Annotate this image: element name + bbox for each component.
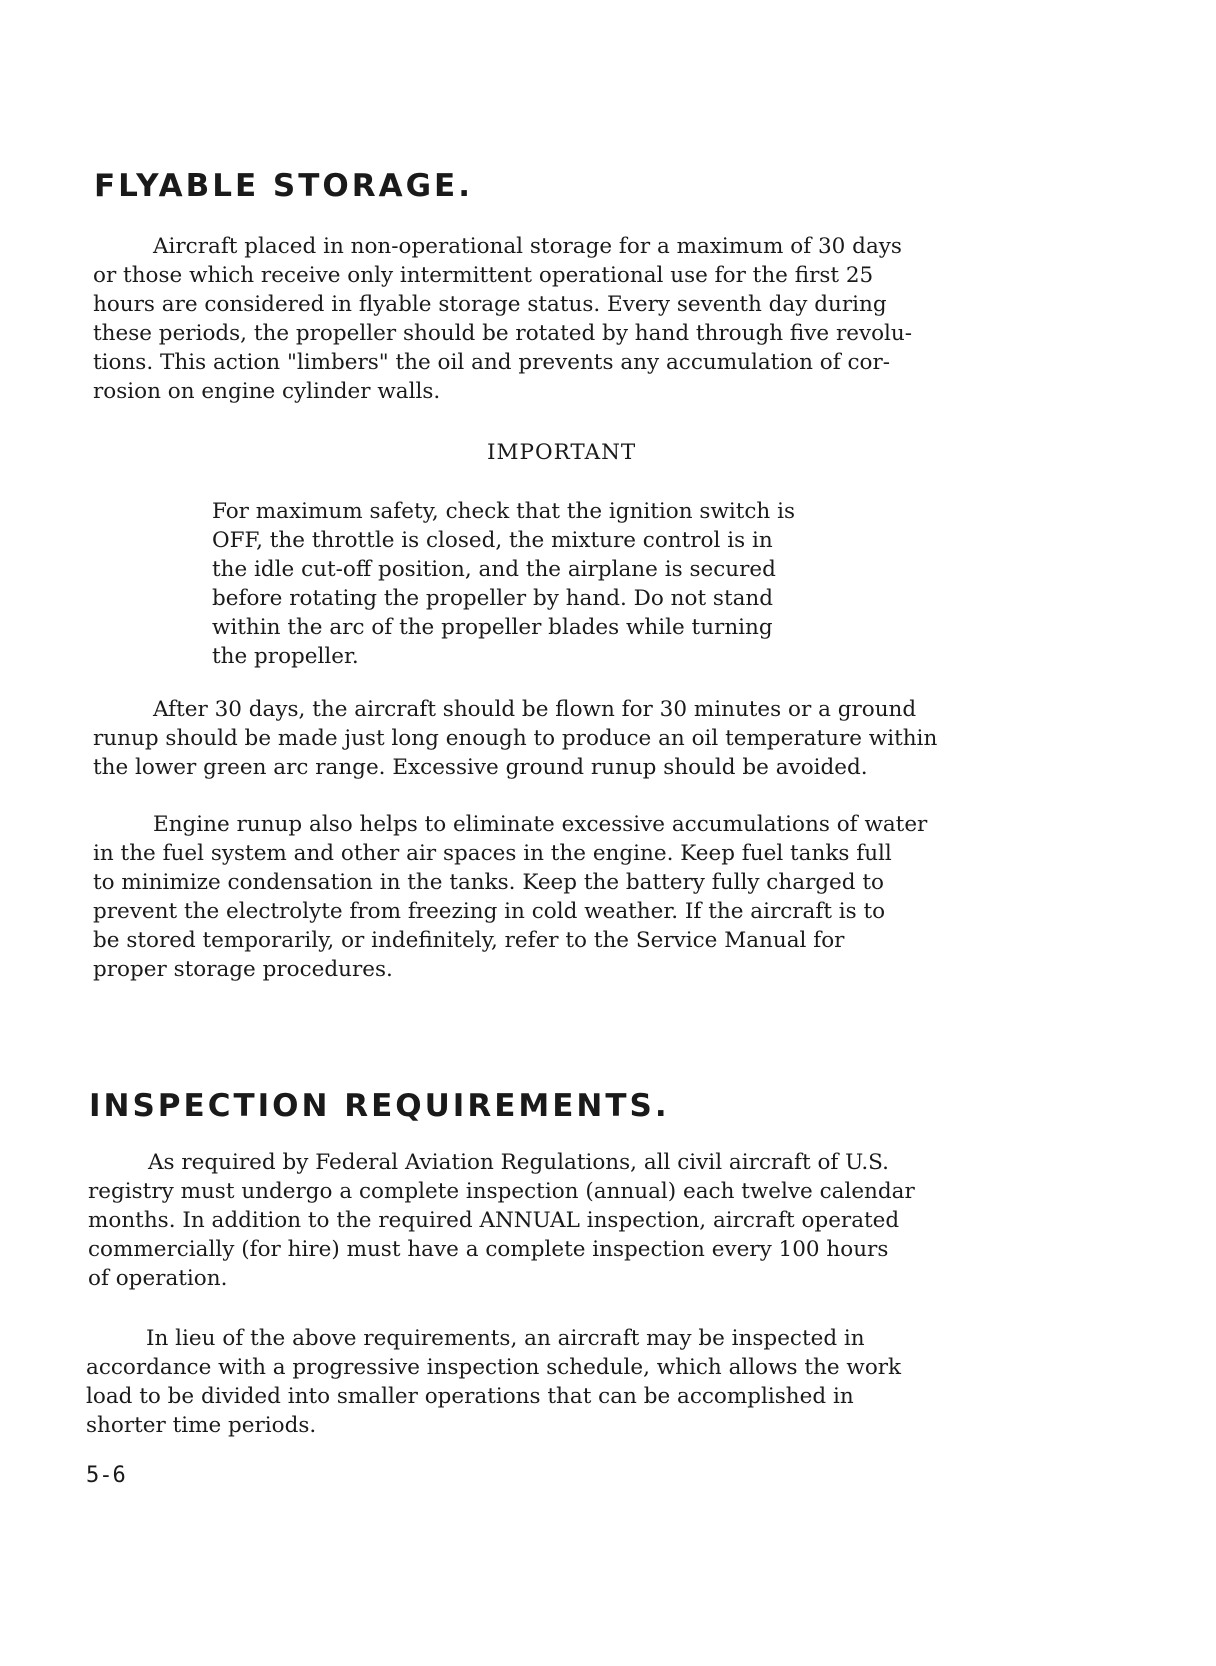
flyable-para-1 xyxy=(93,232,912,406)
text-line: proper storage procedures. xyxy=(93,957,393,982)
text-line: in the fuel system and other air spaces in the engine. Keep fuel tanks full xyxy=(93,841,892,866)
text-line: the idle cut-off position, and the airplane is secured xyxy=(212,557,776,582)
text-line: Engine runup also helps to eliminate excessive accumulations of water xyxy=(153,812,928,837)
text-line: before rotating the propeller by hand. Do not stand xyxy=(212,586,774,611)
text-line: to minimize condensation in the tanks. Keep the battery fully charged to xyxy=(93,870,884,895)
flyable-para-3 xyxy=(93,810,927,984)
text-line: Aircraft placed in non-operational storage for a maximum of 30 days xyxy=(153,234,902,259)
flyable-storage-heading: FLYABLE STORAGE. xyxy=(94,168,474,204)
text-line: of operation. xyxy=(88,1266,228,1291)
text-line: accordance with a progressive inspection schedule, which allows the work xyxy=(86,1355,902,1380)
text-line: within the arc of the propeller blades while turning xyxy=(212,615,773,640)
text-line: For maximum safety, check that the ignition switch is xyxy=(212,499,796,524)
text-line: As required by Federal Aviation Regulations, all civil aircraft of U.S. xyxy=(148,1150,889,1175)
page-number: 5-6 xyxy=(86,1463,126,1488)
text-line: these periods, the propeller should be rotated by hand through five revolu- xyxy=(93,321,913,346)
text-line: rosion on engine cylinder walls. xyxy=(93,379,441,404)
text-line: OFF, the throttle is closed, the mixture control is in xyxy=(212,528,773,553)
text-line: months. In addition to the required ANNUAL inspection, aircraft operated xyxy=(88,1208,900,1233)
text-line: shorter time periods. xyxy=(86,1413,317,1438)
text-line: the lower green arc range. Excessive ground runup should be avoided. xyxy=(93,755,868,780)
inspection-requirements-heading: INSPECTION REQUIREMENTS. xyxy=(89,1088,670,1124)
text-line: or those which receive only intermittent operational use for the first 25 xyxy=(93,263,874,288)
inspection-para-2 xyxy=(86,1324,901,1440)
text-line: prevent the electrolyte from freezing in cold weather. If the aircraft is to xyxy=(93,899,886,924)
text-line: runup should be made just long enough to produce an oil temperature within xyxy=(93,726,938,751)
text-line: After 30 days, the aircraft should be flown for 30 minutes or a ground xyxy=(153,697,917,722)
important-title: IMPORTANT xyxy=(487,440,637,465)
text-line: registry must undergo a complete inspection (annual) each twelve calendar xyxy=(88,1179,915,1204)
text-line: be stored temporarily, or indefinitely, refer to the Service Manual for xyxy=(93,928,845,953)
text-line: commercially (for hire) must have a complete inspection every 100 hours xyxy=(88,1237,889,1262)
text-line: hours are considered in flyable storage status. Every seventh day during xyxy=(93,292,887,317)
flyable-para-2 xyxy=(93,695,937,782)
text-line: tions. This action "limbers" the oil and prevents any accumulation of cor- xyxy=(93,350,891,375)
text-line: the propeller. xyxy=(212,644,359,669)
important-note xyxy=(212,497,795,671)
text-line: In lieu of the above requirements, an aircraft may be inspected in xyxy=(146,1326,865,1351)
inspection-para-1 xyxy=(88,1148,915,1293)
text-line: load to be divided into smaller operations that can be accomplished in xyxy=(86,1384,854,1409)
